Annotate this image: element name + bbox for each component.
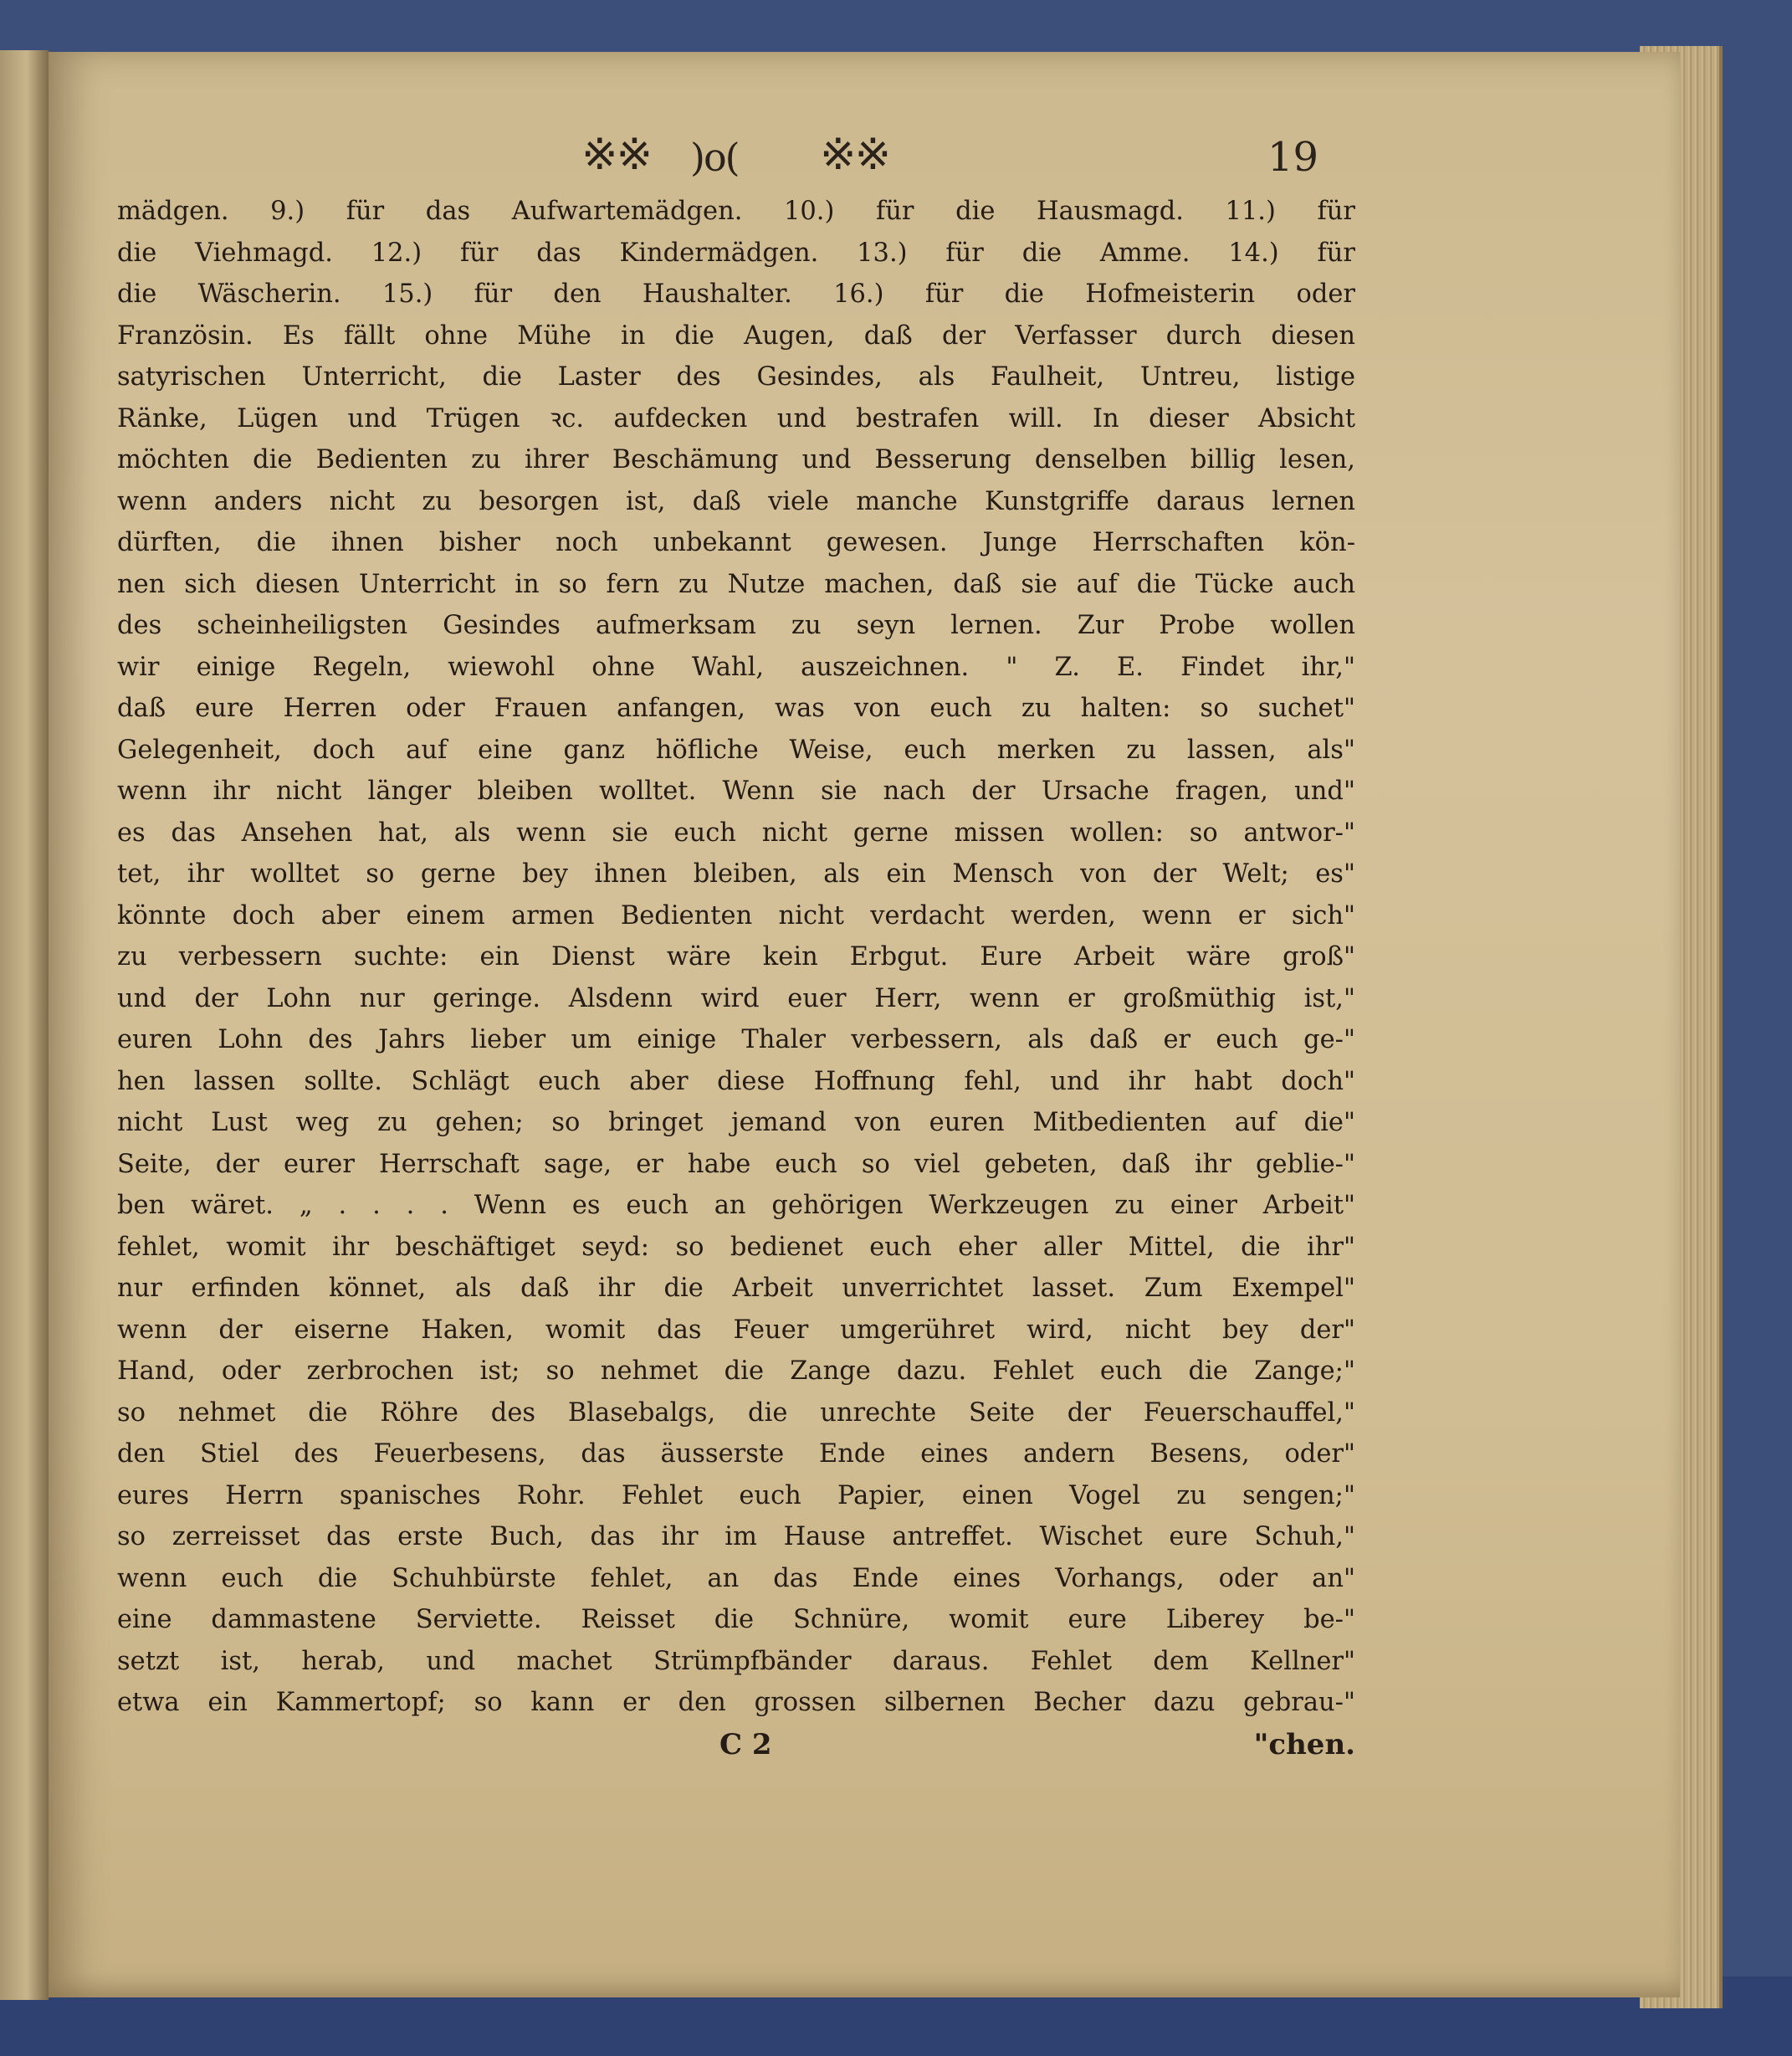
catchword: "chen. bbox=[1253, 1728, 1355, 1761]
text-line: eine dammastene Serviette. Reisset die Schnüre, womit eure Liberey be-" bbox=[117, 1605, 1355, 1634]
text-line: fehlet, womit ihr beschäftiget seyd: so bedienet euch eher aller Mittel, die ihr" bbox=[117, 1232, 1355, 1262]
text-line: so nehmet die Röhre des Blasebalgs, die unrechte Seite der Feuerschauffel," bbox=[117, 1397, 1355, 1428]
text-line: hen lassen sollte. Schlägt euch aber diese Hoffnung fehl, und ihr habt doch" bbox=[117, 1066, 1355, 1096]
text-line: Seite, der eurer Herrschaft sage, er habe euch so viel gebeten, daß ihr geblie-" bbox=[117, 1149, 1355, 1179]
signature-mark: C 2 bbox=[719, 1728, 772, 1761]
text-line: wenn euch die Schuhbürste fehlet, an das Ende eines Vorhangs, oder an" bbox=[117, 1563, 1355, 1593]
text-line: Gelegenheit, doch auf eine ganz höfliche Weise, euch merken zu lassen, als" bbox=[117, 735, 1355, 765]
text-line: die Viehmagd. 12.) für das Kindermädgen. 13.) für die Amme. 14.) für bbox=[117, 238, 1355, 268]
text-line: setzt ist, herab, und machet Strümpfbänder daraus. Fehlet dem Kellner" bbox=[117, 1646, 1355, 1676]
text-line: satyrischen Unterricht, die Laster des Gesindes, als Faulheit, Untreu, listige bbox=[117, 362, 1355, 392]
ornament-left-icon: ※※ bbox=[581, 130, 652, 180]
page-footer bbox=[117, 1728, 1355, 1770]
text-line: eures Herrn spanisches Rohr. Fehlet euch Papier, einen Vogel zu sengen;" bbox=[117, 1480, 1355, 1510]
text-line: tet, ihr wolltet so gerne bey ihnen bleiben, als ein Mensch von der Welt; es" bbox=[117, 859, 1355, 889]
text-line: könnte doch aber einem armen Bedienten nicht verdacht werden, wenn er sich" bbox=[117, 900, 1355, 931]
text-line: zu verbessern suchte: ein Dienst wäre kein Erbgut. Eure Arbeit wäre groß" bbox=[117, 942, 1355, 972]
text-line: so zerreisset das erste Buch, das ihr im Hause antreffet. Wischet eure Schuh," bbox=[117, 1522, 1355, 1551]
text-line: die Wäscherin. 15.) für den Haushalter. 16.) für die Hofmeisterin oder bbox=[117, 279, 1355, 309]
page-number: 19 bbox=[1267, 134, 1319, 181]
ornament-right-icon: ※※ bbox=[820, 130, 890, 180]
text-line: nicht Lust weg zu gehen; so bringet jemand von euren Mitbedienten auf die" bbox=[117, 1108, 1355, 1137]
running-head: )o( bbox=[690, 135, 739, 180]
text-line: mädgen. 9.) für das Aufwartemädgen. 10.) für die Hausmagd. 11.) für bbox=[117, 197, 1355, 226]
text-line: des scheinheiligsten Gesindes aufmerksam zu seyn lernen. Zur Probe wollen bbox=[117, 611, 1355, 640]
text-line: dürften, die ihnen bisher noch unbekannt gewesen. Junge Herrschaften kön- bbox=[117, 528, 1355, 557]
text-line: möchten die Bedienten zu ihrer Beschämung und Besserung denselben billig lesen, bbox=[117, 445, 1355, 474]
text-line: wir einige Regeln, wiewohl ohne Wahl, auszeichnen. " Z. E. Findet ihr," bbox=[117, 652, 1355, 682]
text-line: es das Ansehen hat, als wenn sie euch nicht gerne missen wollen: so antwor-" bbox=[117, 818, 1355, 848]
text-line: daß eure Herren oder Frauen anfangen, was von euch zu halten: so suchet" bbox=[117, 694, 1355, 723]
text-line: euren Lohn des Jahrs lieber um einige Thaler verbessern, als daß er euch ge-" bbox=[117, 1025, 1355, 1054]
page-header bbox=[84, 130, 1656, 188]
text-line: und der Lohn nur geringe. Alsdenn wird euer Herr, wenn er großmüthig ist," bbox=[117, 983, 1355, 1013]
body-text bbox=[117, 191, 1355, 1724]
text-line: Hand, oder zerbrochen ist; so nehmet die Zange dazu. Fehlet euch die Zange;" bbox=[117, 1356, 1355, 1386]
text-line: nur erfinden könnet, als daß ihr die Arbeit unverrichtet lasset. Zum Exempel" bbox=[117, 1274, 1355, 1303]
text-line: etwa ein Kammertopf; so kann er den grossen silbernen Becher dazu gebrau-" bbox=[117, 1688, 1355, 1717]
text-line: wenn der eiserne Haken, womit das Feuer umgerühret wird, nicht bey der" bbox=[117, 1315, 1355, 1345]
text-line: den Stiel des Feuerbesens, das äusserste Ende eines andern Besens, oder" bbox=[117, 1439, 1355, 1469]
left-page-edge bbox=[0, 50, 49, 2000]
text-line: wenn anders nicht zu besorgen ist, daß viele manche Kunstgriffe daraus lernen bbox=[117, 486, 1355, 516]
text-line: wenn ihr nicht länger bleiben wolltet. Wenn sie nach der Ursache fragen, und" bbox=[117, 777, 1355, 806]
text-line: Französin. Es fällt ohne Mühe in die Augen, daß der Verfasser durch diesen bbox=[117, 320, 1355, 351]
text-line: Ränke, Lügen und Trügen ꝛc. aufdecken und bestrafen will. In dieser Absicht bbox=[117, 403, 1355, 433]
text-line: nen sich diesen Unterricht in so fern zu Nutze machen, daß sie auf die Tücke auch bbox=[117, 569, 1355, 599]
text-line: ben wäret. „ . . . . Wenn es euch an gehörigen Werkzeugen zu einer Arbeit" bbox=[117, 1191, 1355, 1220]
